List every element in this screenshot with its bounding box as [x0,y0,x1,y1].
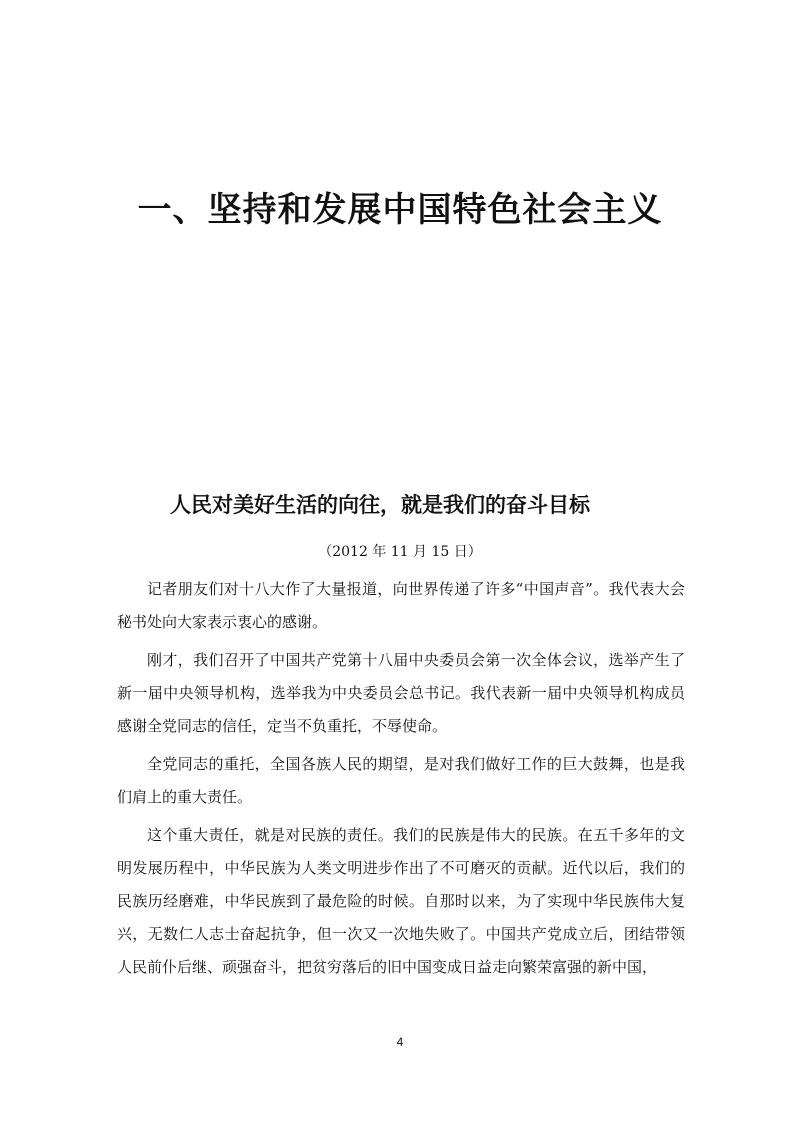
chapter-title: 一、坚持和发展中国特色社会主义 [137,190,663,230]
paragraph: 这个重大责任，就是对民族的责任。我们的民族是伟大的民族。在五千多年的文明发展历程中，中华民族为人类文明进步作出了不可磨灭的贡献。近代以后，我们的民族历经磨难，中华民族到了最危险的时候。自那时以来，为了实现中华民族伟大复兴，无数仁人志士奋起抗争，但一次又一次地失败了。中国共产党成立后，团结带领人民前仆后继、顽强奋斗，把贫穷落后的旧中国变成日益走向繁荣富强的新中国， [117,826,685,976]
paragraph: 刚才，我们召开了中国共产党第十八届中央委员会第一次全体会议，选举产生了新一届中央领导机构，选举我为中央委员会总书记。我代表新一届中央领导机构成员感谢全党同志的信任，定当不负重托，不辱使命。 [117,651,685,735]
page-number: 4 [396,1035,404,1049]
paragraph: 记者朋友们对十八大作了大量报道，向世界传递了许多“中国声音”。我代表大会秘书处向大家表示衷心的感谢。 [117,580,685,631]
article-body [117,573,685,989]
article-date: （2012 年 11 月 15 日） [318,544,482,560]
article-title: 人民对美好生活的向往，就是我们的奋斗目标 [170,493,590,517]
paragraph: 全党同志的重托，全国各族人民的期望，是对我们做好工作的巨大鼓舞，也是我们肩上的重大责任。 [117,755,685,806]
